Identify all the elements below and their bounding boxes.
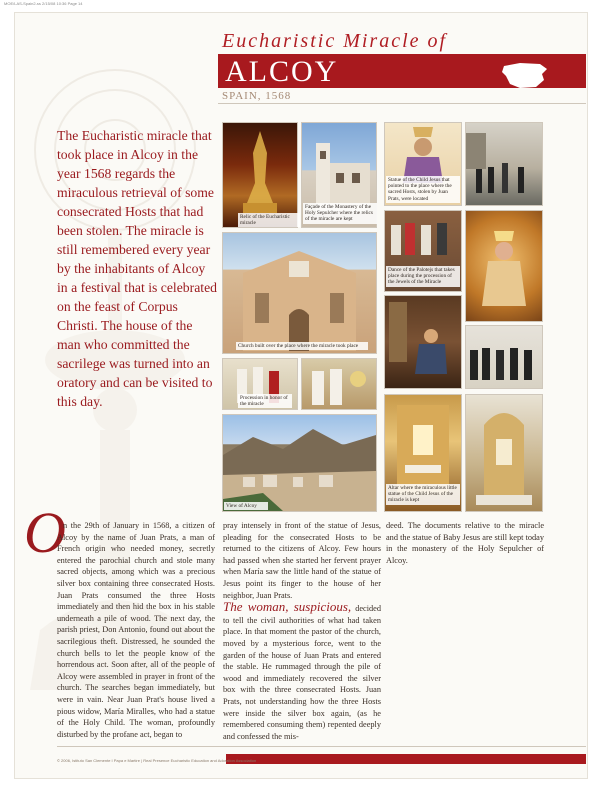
dance-caption: Dance of the Palotejs that takes place during the procession of the Jewels of the Miracle <box>386 266 460 287</box>
body-column-2-part-b: decided to tell the civil authorities of what had taken place. In that moment the pastor of the church, moved by a mysterious force, went to the garden of the house of Juan Prats and entered the stable. He rummaged through the pile of wood and immediately recovered the silver box with the three consecrated Hosts. Juan Prats, not understanding how the three Hosts were inside the silver box again, (as he remembered consuming them) repented deeply and confessed the mis- <box>223 604 382 741</box>
relic-caption: Relic of the Eucharistic miracle <box>238 213 300 227</box>
footer-band <box>226 754 586 764</box>
church-photo <box>222 232 377 354</box>
procession-group-photo <box>465 325 543 389</box>
body-column-2-part-a: pray intensely in front of the statue of Jesus, pleading for the consecrated Hosts to be returned to the citizens of Alcoy. Few hours had passed when she started her fervent prayer when María saw the little hand of the statue of Jesus point its finger to the house of her neighbor, Juan Prats. <box>223 521 381 600</box>
child-jesus-painting-photo <box>465 210 543 322</box>
alcoy-view-caption: View of Alcoy <box>224 502 268 510</box>
monastery-facade-caption: Façade of the Monastery of the Holy Sepulcher where the relics of the miracle are kept <box>303 203 377 224</box>
body-column-3: deed. The documents relative to the miracle and the statue of Baby Jesus are still kept today in the monastery of the Holy Sepulcher of Alcoy. <box>386 521 544 565</box>
body-column-1: n the 29th of January in 1568, a citizen of Alcoy by the name of Juan Prats, a man of French origin who needed money, secretly entered the parochial church and stole many sacred objects, among which was a precious silver box containing three consecrated Hosts. Juan Prats consumed the three Hosts immediately and then hid the box in his stable underneath a pile of wood. The next day, the parish priest, Don Antonio, found out about the sacrilegious theft. Distressed, he sounded the church bells to let the people know of the horrendous act. Soon after, all of the people of Alcoy were assembled in prayer in front of the church. The searches began immediately, but were in vain. Near Juan Prat's house lived a pious widow, María Miralles, who had a statue of the Holy Child. The woman, profoundly disturbed by the profane act, began to <box>57 521 215 739</box>
print-meta-line: MOE/LAS-Spain2-ss 2/15/08 10:36 Page 14 <box>4 1 83 6</box>
church-caption: Church built over the place where the miracle took place <box>236 342 368 350</box>
honor-procession-photo-2 <box>301 358 377 410</box>
footer-rule <box>57 746 586 747</box>
theft-painting-photo <box>384 295 462 389</box>
altar-caption: Altar where the miraculous little statue of the Child Jesus of the miracle is kept <box>386 484 460 505</box>
spain-map-icon <box>500 60 550 90</box>
body-column-2 <box>223 520 381 742</box>
footer-credit: © 2006, Istituto San Clemente I Papa e Martire | Real Presence Eucharistic Education and Adoration Association <box>57 758 257 763</box>
procession-street-photo <box>465 122 543 206</box>
alcoy-view-photo <box>222 414 377 512</box>
honor-procession-caption: Procession in honor of the miracle <box>238 394 292 408</box>
city-title: ALCOY <box>225 55 339 88</box>
altar-interior-photo <box>465 394 543 512</box>
header-title: Eucharistic Miracle of <box>222 30 448 52</box>
drop-cap: O <box>24 500 66 565</box>
header-rule <box>218 103 586 104</box>
location-date: SPAIN, 1568 <box>222 90 292 102</box>
body-column-2-heading: The woman, suspicious, <box>223 599 352 615</box>
intro-paragraph: The Eucharistic miracle that took place in Alcoy in the year 1568 regards the miraculous retrieval of some consecrated Hosts that had been stolen. The miracle is still remembered every year by the inhabitants of Alcoy in a festival that is celebrated on the feast of Corpus Christi. The house of the man who committed the sacrilege was turned into an oratory and can be visited to this day. <box>57 128 217 409</box>
child-jesus-statue-caption: Statue of the Child Jesus that pointed to the place where the sacred Hosts, stolen by Juan Prats, were located <box>386 176 460 203</box>
